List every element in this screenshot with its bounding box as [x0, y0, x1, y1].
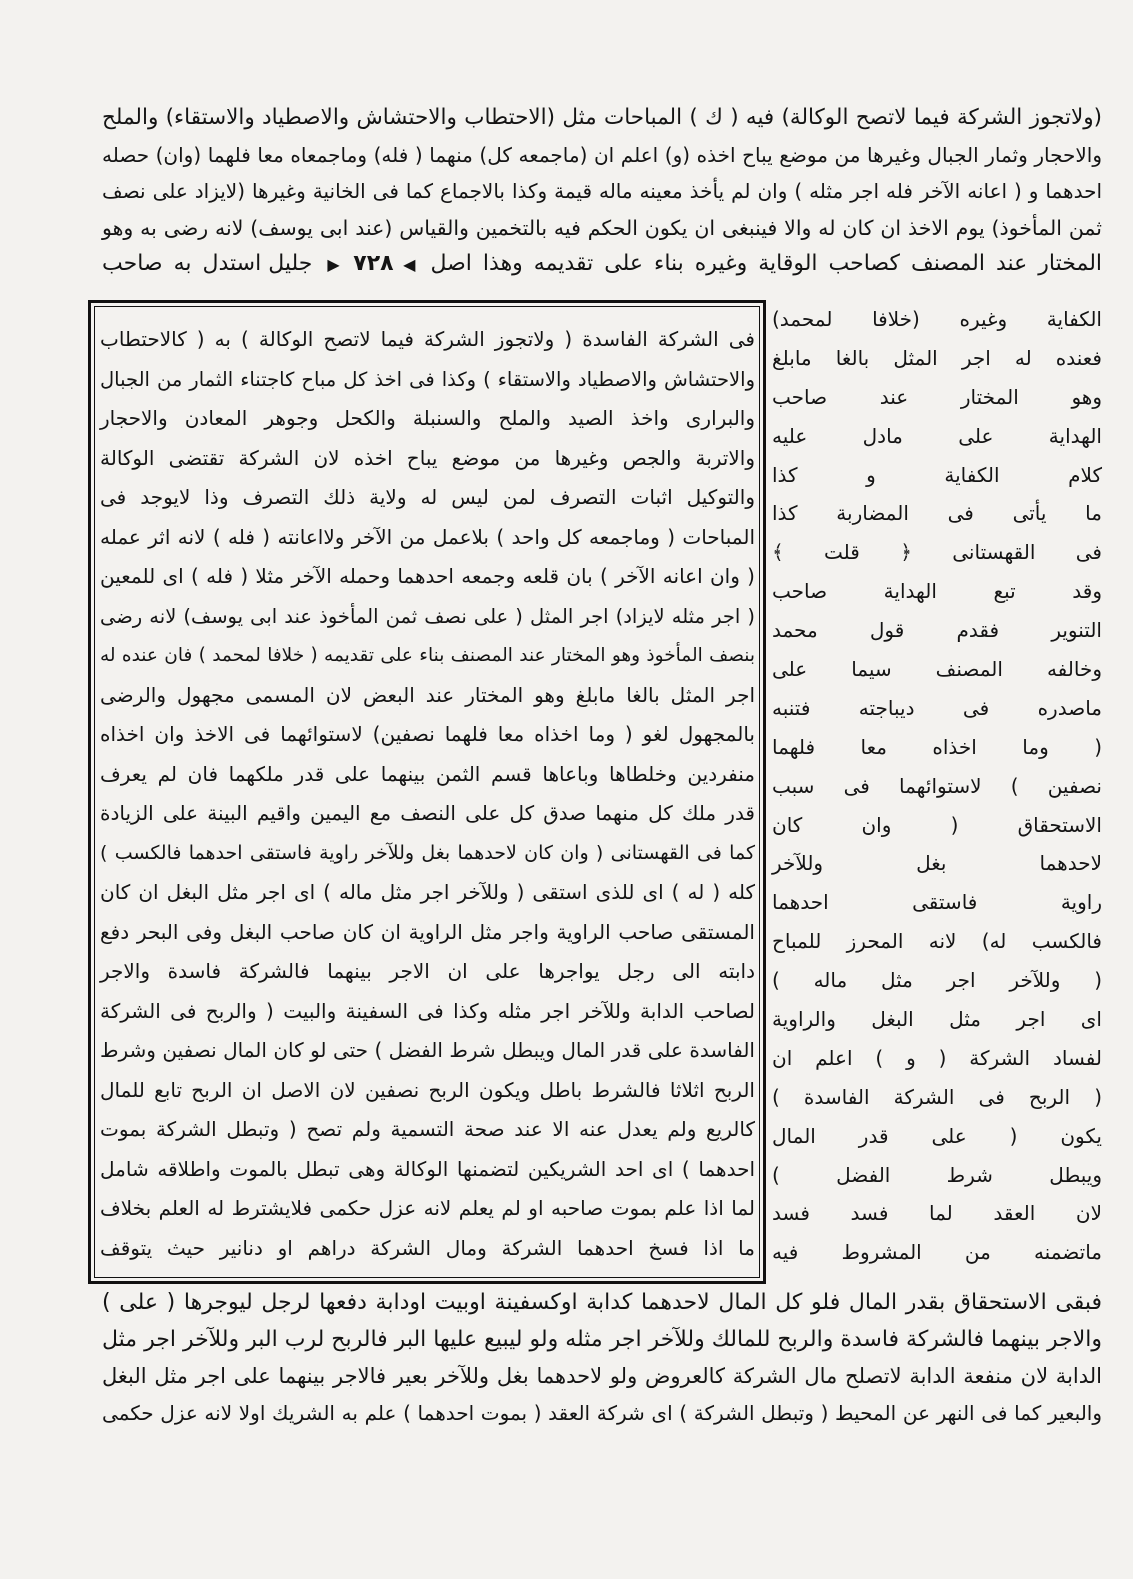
top-text-line-with-page-number — [102, 246, 1102, 283]
side-column-line: فعنده له اجر المثل بالغا مابلغ — [772, 345, 1102, 370]
commentary-line: المستقى صاحب الراوية واجر مثل الراوية ان كان صاحب البغل وفى البحر دفع — [100, 919, 755, 944]
side-column-line: وهو المختار عند صاحب — [772, 384, 1102, 409]
bottom-text-line: والبعير كما فى النهر عن المحيط ( وتبطل الشركة ) اى شركة العقد ( بموت احدهما ) علم به الشريك اولا لانه عزل حكمى — [102, 1401, 1102, 1426]
commentary-line: كما فى القهستانى ( وان كان لاحدهما بغل وللآخر راوية فاستقى احدهما فالكسب ) — [100, 841, 755, 864]
side-column-line: لفساد الشركة ( و ) اعلم ان — [772, 1045, 1102, 1070]
commentary-line: ( وان اعانه الآخر ) بان قلعه وجمعه احدهما وحمله الآخر مثلا ( فله ) اى للمعين — [100, 564, 755, 588]
side-column-line: ( الربح فى الشركة الفاسدة ) — [772, 1084, 1102, 1109]
side-column-line: التنوير فقدم قول محمد — [772, 618, 1102, 643]
side-column-line: ( وللآخر اجر مثل ماله ) — [772, 968, 1102, 993]
bottom-text-line: والاجر بينهما فالشركة فاسدة والربح للمالك وللآخر اجر مثله ولو ليبيع عليها البر فالربح لرب البر وللآخر اجر مثل — [102, 1326, 1102, 1352]
top-text-line: والاحجار وثمار الجبال وغيرها من موضع يباح اخذه (و) اعلم ان (ماجمعه كل) منهما ( فله) وماجمعاه معا فلهما (وان) حصله — [102, 142, 1102, 167]
commentary-line: بنصف المأخوذ وهو المختار عند المصنف بناء على تقديمه ( خلافا لمحمد ) فان عنده له — [100, 645, 755, 666]
top-text-line5-right: المختار عند المصنف كصاحب الوقاية وغيره بناء على تقديمه وهذا اصل — [430, 251, 1103, 276]
side-column-line: ما يأتى فى المضاربة كذا — [772, 501, 1102, 526]
commentary-line: المباحات ( وماجمعه كل واحد ) بلاعمل من الآخر ولااعانته ( فله ) لانه اثر عمله — [100, 524, 755, 549]
commentary-line: الربح اثلاثا فالشرط باطل ويكون الربح نصفين لان الاصل ان الربح تابع للمال — [100, 1077, 755, 1102]
commentary-line: والتوكيل اثبات التصرف لمن ليس له ولاية ذلك التصرف وذا لايوجد فى — [100, 485, 755, 509]
side-column-block — [772, 300, 1102, 1272]
commentary-line: والاحتشاش والاصطياد والاستقاء ) وكذا فى اخذ كل مباح كاجتناء الثمار من الجبال — [100, 367, 755, 391]
commentary-line: كله ( له ) اى للذى استقى ( وللآخر اجر مثل ماله ) اى اجر مثل البغل ان كان — [100, 880, 755, 904]
commentary-line: لما اذا علم بموت صاحبه او لم يعلم لانه عزل حكمى فلايشترط له العلم بخلاف — [100, 1196, 755, 1220]
bottom-text-line: الدابة لان منفعة الدابة لاتصلح مال الشركة كالعروض ولو لاحدهما بغل وللآخر بعير فالاجر بينهما على اجر مثل البغل — [102, 1364, 1102, 1389]
side-column-line: ( وما اخذاه معا فلهما — [772, 734, 1102, 759]
bottom-text-line: فبقى الاستحقاق بقدر المال فلو كل المال لاحدهما كدابة اوكسفينة اوبيت اودابة دفعها لرجل ليوجرها ( على ) — [102, 1290, 1102, 1315]
side-column-line: فالكسب له) لانه المحرز للمباح — [772, 929, 1102, 954]
top-text-block — [102, 100, 1102, 283]
side-column-line: فى القهستانى ﴿ قلت ﴾ — [772, 540, 1102, 565]
bottom-text-block — [102, 1285, 1102, 1432]
side-column-line: راوية فاستقى احدهما — [772, 890, 1102, 915]
top-text-line5-left: جليل استدل به صاحب — [102, 251, 313, 276]
top-text-line: (ولاتجوز الشركة فيما لاتصح الوكالة) فيه ( ك ) المباحات مثل (الاحتطاب والاحتشاش والاصطياد والاستقاء) والملح — [102, 105, 1102, 130]
commentary-line: والاتربة والجص وغيرها من موضع يباح اخذه لان الشركة تقتضى الوكالة — [100, 445, 755, 470]
commentary-line: دابته الى رجل يواجرها على ان الاجر بينهما فالشركة فاسدة والاجر — [100, 959, 755, 983]
commentary-line: ما اذا فسخ احدهما الشركة ومال الشركة دراهم او دنانير حيث يتوقف — [100, 1235, 755, 1260]
side-column-line: يكون ( على قدر المال — [772, 1123, 1102, 1148]
top-text-line: احدهما و ( اعانه الآخر فله اجر مثله ) وان لم يأخذ معينه ماله قيمة وكذا بالاجماع كما فى الخانية وغيرها (لايزاد على نصف — [102, 179, 1102, 203]
side-column-line: ماصدره فى ديباجته فتنبه — [772, 695, 1102, 720]
commentary-line: منفردين وخلطاها وباعاها قسم الثمن بينهما على قدر ملكهما فان لم يعرف — [100, 761, 755, 786]
commentary-line: كالريع ولم يعدل عنه الا عند صحة التسمية ولم تصح ( وتبطل الشركة بموت — [100, 1117, 755, 1141]
page-number: ◀ ٧٢٨ ▶ — [323, 251, 419, 276]
commentary-line: قدر ملك كل منهما صدق كل على النصف مع اليمين واقيم البينة على الزيادة — [100, 801, 755, 825]
commentary-line: ( اجر مثله لايزاد) اجر المثل ( على نصف ثمن المأخوذ عند ابى يوسف) لانه رضى — [100, 604, 755, 628]
commentary-text-block — [100, 320, 755, 1268]
side-column-line: الكفاية وغيره (خلافا لمحمد) — [772, 307, 1102, 331]
side-column-line: كلام الكفاية و كذا — [772, 462, 1102, 487]
side-column-line: ويبطل شرط الفضل ) — [772, 1162, 1102, 1187]
commentary-line: اجر المثل بالغا مابلغ وهو المختار عند البعض لان المسمى مجهول والرضى — [100, 682, 755, 707]
side-column-line: ماتضمنه من المشروط فيه — [772, 1240, 1102, 1265]
commentary-line: احدهما ) اى احد الشريكين لتضمنها الوكالة وهى تبطل بالموت واطلاقه شامل — [100, 1156, 755, 1181]
side-column-line: نصفين ) لاستوائهما فى سبب — [772, 773, 1102, 798]
side-column-line: لاحدهما بغل وللآخر — [772, 851, 1102, 876]
commentary-line: فى الشركة الفاسدة ( ولاتجوز الشركة فيما لاتصح الوكالة ) به ( كالاحتطاب — [100, 327, 755, 351]
commentary-line: لصاحب الدابة وللآخر اجر مثله وكذا فى السفينة والبيت ( والربح فى الشركة — [100, 998, 755, 1023]
commentary-line: الفاسدة على قدر المال ويبطل شرط الفضل ) حتى لو كان المال نصفين وشرط — [100, 1038, 755, 1062]
side-column-line: وخالفه المصنف سيما على — [772, 657, 1102, 682]
side-column-line: الاستحقاق ( وان كان — [772, 812, 1102, 837]
side-column-line: وقد تبع الهداية صاحب — [772, 579, 1102, 604]
commentary-line: والبرارى واخذ الصيد والملح والسنبلة والكحل وجوهر المعادن والاحجار — [100, 406, 755, 430]
side-column-line: الهداية على مادل عليه — [772, 423, 1102, 448]
side-column-line: اى اجر مثل البغل والراوية — [772, 1007, 1102, 1032]
side-column-line: لان العقد لما فسد فسد — [772, 1201, 1102, 1226]
commentary-line: بالمجهول لغو ( وما اخذاه معا فلهما نصفين) لاستوائهما فى الاخذ وان اخذاه — [100, 722, 755, 746]
top-text-line: ثمن المأخوذ) يوم الاخذ ان كان له والا فينبغى ان يكون الحكم فيه بالتخمين والقياس (عند ابى يوسف) لانه رضى به وهو — [102, 215, 1102, 240]
